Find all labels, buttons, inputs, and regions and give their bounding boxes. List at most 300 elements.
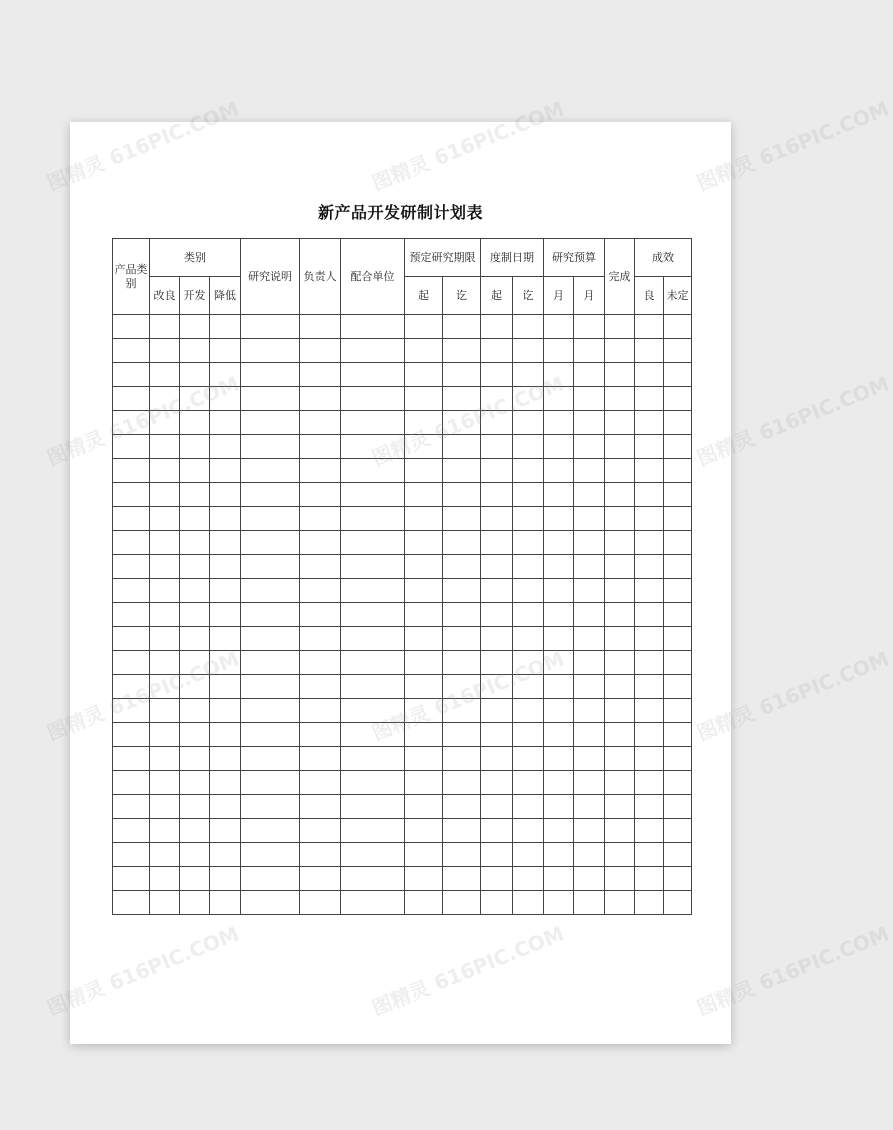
table-cell[interactable] (513, 747, 544, 771)
table-cell[interactable] (635, 483, 664, 507)
table-cell[interactable] (574, 459, 605, 483)
table-cell[interactable] (210, 795, 241, 819)
table-cell[interactable] (405, 363, 443, 387)
table-cell[interactable] (574, 699, 605, 723)
table-cell[interactable] (113, 819, 150, 843)
table-cell[interactable] (241, 387, 300, 411)
table-cell[interactable] (664, 795, 692, 819)
table-cell[interactable] (341, 747, 405, 771)
table-cell[interactable] (635, 675, 664, 699)
table-cell[interactable] (605, 627, 635, 651)
table-cell[interactable] (405, 579, 443, 603)
table-cell[interactable] (300, 699, 341, 723)
table-cell[interactable] (180, 771, 210, 795)
table-cell[interactable] (481, 627, 513, 651)
table-cell[interactable] (210, 699, 241, 723)
table-cell[interactable] (113, 867, 150, 891)
table-cell[interactable] (443, 363, 481, 387)
table-cell[interactable] (180, 363, 210, 387)
table-cell[interactable] (635, 459, 664, 483)
table-cell[interactable] (341, 531, 405, 555)
table-cell[interactable] (241, 459, 300, 483)
table-cell[interactable] (300, 603, 341, 627)
table-cell[interactable] (180, 867, 210, 891)
table-cell[interactable] (300, 531, 341, 555)
table-cell[interactable] (180, 891, 210, 915)
table-cell[interactable] (664, 651, 692, 675)
table-cell[interactable] (241, 843, 300, 867)
table-cell[interactable] (664, 531, 692, 555)
table-cell[interactable] (574, 819, 605, 843)
table-cell[interactable] (544, 603, 574, 627)
table-cell[interactable] (443, 483, 481, 507)
table-cell[interactable] (180, 579, 210, 603)
table-cell[interactable] (664, 603, 692, 627)
table-cell[interactable] (241, 555, 300, 579)
table-cell[interactable] (113, 723, 150, 747)
table-cell[interactable] (574, 387, 605, 411)
table-cell[interactable] (113, 435, 150, 459)
table-cell[interactable] (300, 555, 341, 579)
table-cell[interactable] (210, 579, 241, 603)
table-cell[interactable] (635, 315, 664, 339)
table-cell[interactable] (241, 603, 300, 627)
table-cell[interactable] (210, 603, 241, 627)
table-cell[interactable] (481, 843, 513, 867)
table-cell[interactable] (341, 891, 405, 915)
table-cell[interactable] (150, 603, 180, 627)
table-cell[interactable] (341, 483, 405, 507)
table-cell[interactable] (150, 363, 180, 387)
table-cell[interactable] (405, 699, 443, 723)
table-cell[interactable] (574, 675, 605, 699)
table-cell[interactable] (405, 435, 443, 459)
table-cell[interactable] (481, 411, 513, 435)
table-cell[interactable] (443, 819, 481, 843)
table-cell[interactable] (664, 483, 692, 507)
table-cell[interactable] (150, 627, 180, 651)
table-cell[interactable] (180, 843, 210, 867)
table-cell[interactable] (635, 891, 664, 915)
table-cell[interactable] (481, 459, 513, 483)
table-cell[interactable] (210, 483, 241, 507)
table-cell[interactable] (544, 795, 574, 819)
table-cell[interactable] (150, 867, 180, 891)
table-cell[interactable] (341, 771, 405, 795)
table-cell[interactable] (513, 579, 544, 603)
table-cell[interactable] (443, 771, 481, 795)
table-cell[interactable] (481, 891, 513, 915)
table-cell[interactable] (210, 819, 241, 843)
table-cell[interactable] (544, 363, 574, 387)
table-cell[interactable] (635, 867, 664, 891)
table-cell[interactable] (481, 723, 513, 747)
table-cell[interactable] (544, 891, 574, 915)
table-cell[interactable] (544, 867, 574, 891)
table-cell[interactable] (150, 555, 180, 579)
table-cell[interactable] (180, 315, 210, 339)
table-cell[interactable] (150, 531, 180, 555)
table-cell[interactable] (405, 627, 443, 651)
table-cell[interactable] (210, 627, 241, 651)
table-cell[interactable] (180, 435, 210, 459)
table-cell[interactable] (481, 747, 513, 771)
table-cell[interactable] (544, 459, 574, 483)
table-cell[interactable] (150, 483, 180, 507)
table-cell[interactable] (341, 507, 405, 531)
table-cell[interactable] (664, 747, 692, 771)
table-cell[interactable] (664, 435, 692, 459)
table-cell[interactable] (341, 339, 405, 363)
table-cell[interactable] (513, 867, 544, 891)
table-cell[interactable] (513, 699, 544, 723)
table-cell[interactable] (574, 339, 605, 363)
table-cell[interactable] (635, 699, 664, 723)
table-cell[interactable] (443, 411, 481, 435)
table-cell[interactable] (180, 339, 210, 363)
table-cell[interactable] (405, 507, 443, 531)
table-cell[interactable] (210, 771, 241, 795)
table-cell[interactable] (150, 771, 180, 795)
table-cell[interactable] (113, 651, 150, 675)
table-cell[interactable] (443, 723, 481, 747)
table-cell[interactable] (300, 315, 341, 339)
table-cell[interactable] (443, 627, 481, 651)
table-cell[interactable] (513, 819, 544, 843)
table-cell[interactable] (513, 891, 544, 915)
table-cell[interactable] (113, 699, 150, 723)
table-cell[interactable] (405, 819, 443, 843)
table-cell[interactable] (664, 411, 692, 435)
table-cell[interactable] (574, 555, 605, 579)
table-cell[interactable] (513, 651, 544, 675)
table-cell[interactable] (210, 315, 241, 339)
table-cell[interactable] (481, 795, 513, 819)
table-cell[interactable] (341, 699, 405, 723)
table-cell[interactable] (180, 555, 210, 579)
table-cell[interactable] (300, 483, 341, 507)
table-cell[interactable] (574, 507, 605, 531)
table-cell[interactable] (241, 363, 300, 387)
table-cell[interactable] (544, 531, 574, 555)
table-cell[interactable] (664, 579, 692, 603)
table-cell[interactable] (150, 387, 180, 411)
table-cell[interactable] (405, 315, 443, 339)
table-cell[interactable] (180, 387, 210, 411)
table-cell[interactable] (241, 699, 300, 723)
table-cell[interactable] (574, 771, 605, 795)
table-cell[interactable] (300, 363, 341, 387)
table-cell[interactable] (605, 363, 635, 387)
table-cell[interactable] (210, 555, 241, 579)
table-cell[interactable] (341, 867, 405, 891)
table-cell[interactable] (180, 459, 210, 483)
table-cell[interactable] (300, 507, 341, 531)
table-cell[interactable] (605, 699, 635, 723)
table-cell[interactable] (241, 435, 300, 459)
table-cell[interactable] (513, 483, 544, 507)
table-cell[interactable] (300, 435, 341, 459)
table-cell[interactable] (150, 843, 180, 867)
table-cell[interactable] (150, 795, 180, 819)
table-cell[interactable] (605, 819, 635, 843)
table-cell[interactable] (241, 315, 300, 339)
table-cell[interactable] (150, 819, 180, 843)
table-cell[interactable] (210, 411, 241, 435)
table-cell[interactable] (443, 339, 481, 363)
table-cell[interactable] (574, 795, 605, 819)
table-cell[interactable] (300, 459, 341, 483)
table-cell[interactable] (113, 531, 150, 555)
table-cell[interactable] (513, 531, 544, 555)
table-cell[interactable] (241, 627, 300, 651)
table-cell[interactable] (605, 459, 635, 483)
table-cell[interactable] (443, 459, 481, 483)
table-cell[interactable] (210, 387, 241, 411)
table-cell[interactable] (574, 483, 605, 507)
table-cell[interactable] (605, 507, 635, 531)
table-cell[interactable] (210, 651, 241, 675)
table-cell[interactable] (180, 747, 210, 771)
table-cell[interactable] (405, 411, 443, 435)
table-cell[interactable] (210, 459, 241, 483)
table-cell[interactable] (405, 483, 443, 507)
table-cell[interactable] (481, 699, 513, 723)
table-cell[interactable] (241, 507, 300, 531)
table-cell[interactable] (605, 387, 635, 411)
table-cell[interactable] (241, 747, 300, 771)
table-cell[interactable] (664, 459, 692, 483)
table-cell[interactable] (513, 627, 544, 651)
table-cell[interactable] (180, 795, 210, 819)
table-cell[interactable] (664, 819, 692, 843)
table-cell[interactable] (150, 747, 180, 771)
table-cell[interactable] (664, 387, 692, 411)
table-cell[interactable] (544, 675, 574, 699)
table-cell[interactable] (544, 579, 574, 603)
table-cell[interactable] (544, 387, 574, 411)
table-cell[interactable] (544, 651, 574, 675)
table-cell[interactable] (664, 723, 692, 747)
table-cell[interactable] (544, 483, 574, 507)
table-cell[interactable] (443, 795, 481, 819)
table-cell[interactable] (544, 819, 574, 843)
table-cell[interactable] (664, 675, 692, 699)
table-cell[interactable] (180, 627, 210, 651)
table-cell[interactable] (405, 675, 443, 699)
table-cell[interactable] (443, 747, 481, 771)
table-cell[interactable] (605, 579, 635, 603)
table-cell[interactable] (341, 819, 405, 843)
table-cell[interactable] (574, 723, 605, 747)
table-cell[interactable] (341, 627, 405, 651)
table-cell[interactable] (605, 435, 635, 459)
table-cell[interactable] (150, 675, 180, 699)
table-cell[interactable] (605, 771, 635, 795)
table-cell[interactable] (300, 723, 341, 747)
table-cell[interactable] (664, 891, 692, 915)
table-cell[interactable] (241, 771, 300, 795)
table-cell[interactable] (341, 459, 405, 483)
table-cell[interactable] (341, 435, 405, 459)
table-cell[interactable] (210, 675, 241, 699)
table-cell[interactable] (481, 483, 513, 507)
table-cell[interactable] (405, 387, 443, 411)
table-cell[interactable] (635, 819, 664, 843)
table-cell[interactable] (210, 363, 241, 387)
table-cell[interactable] (210, 507, 241, 531)
table-cell[interactable] (241, 483, 300, 507)
table-cell[interactable] (544, 411, 574, 435)
table-cell[interactable] (341, 651, 405, 675)
table-cell[interactable] (341, 795, 405, 819)
table-cell[interactable] (481, 819, 513, 843)
table-cell[interactable] (513, 507, 544, 531)
table-cell[interactable] (341, 387, 405, 411)
table-cell[interactable] (180, 603, 210, 627)
table-cell[interactable] (544, 555, 574, 579)
table-cell[interactable] (635, 603, 664, 627)
table-cell[interactable] (241, 819, 300, 843)
table-cell[interactable] (544, 315, 574, 339)
table-cell[interactable] (664, 363, 692, 387)
table-cell[interactable] (405, 339, 443, 363)
table-cell[interactable] (574, 747, 605, 771)
table-cell[interactable] (544, 699, 574, 723)
table-cell[interactable] (574, 315, 605, 339)
table-cell[interactable] (180, 507, 210, 531)
table-cell[interactable] (443, 579, 481, 603)
table-cell[interactable] (150, 507, 180, 531)
table-cell[interactable] (113, 387, 150, 411)
table-cell[interactable] (341, 723, 405, 747)
table-cell[interactable] (635, 555, 664, 579)
table-cell[interactable] (481, 651, 513, 675)
table-cell[interactable] (180, 531, 210, 555)
table-cell[interactable] (113, 675, 150, 699)
table-cell[interactable] (664, 627, 692, 651)
table-cell[interactable] (664, 555, 692, 579)
table-cell[interactable] (481, 315, 513, 339)
table-cell[interactable] (241, 795, 300, 819)
table-cell[interactable] (443, 603, 481, 627)
table-cell[interactable] (405, 795, 443, 819)
table-cell[interactable] (405, 651, 443, 675)
table-cell[interactable] (664, 339, 692, 363)
table-cell[interactable] (443, 651, 481, 675)
table-cell[interactable] (341, 675, 405, 699)
table-cell[interactable] (635, 627, 664, 651)
table-cell[interactable] (300, 387, 341, 411)
table-cell[interactable] (635, 339, 664, 363)
table-cell[interactable] (113, 483, 150, 507)
table-cell[interactable] (150, 891, 180, 915)
table-cell[interactable] (241, 531, 300, 555)
table-cell[interactable] (635, 531, 664, 555)
table-cell[interactable] (210, 531, 241, 555)
table-cell[interactable] (113, 627, 150, 651)
table-cell[interactable] (210, 867, 241, 891)
table-cell[interactable] (513, 459, 544, 483)
table-cell[interactable] (443, 699, 481, 723)
table-cell[interactable] (405, 531, 443, 555)
table-cell[interactable] (150, 435, 180, 459)
table-cell[interactable] (605, 843, 635, 867)
table-cell[interactable] (513, 363, 544, 387)
table-cell[interactable] (405, 747, 443, 771)
table-cell[interactable] (341, 411, 405, 435)
table-cell[interactable] (443, 435, 481, 459)
table-cell[interactable] (405, 723, 443, 747)
table-cell[interactable] (605, 651, 635, 675)
table-cell[interactable] (574, 579, 605, 603)
table-cell[interactable] (300, 771, 341, 795)
table-cell[interactable] (113, 555, 150, 579)
table-cell[interactable] (635, 579, 664, 603)
table-cell[interactable] (605, 867, 635, 891)
table-cell[interactable] (341, 555, 405, 579)
table-cell[interactable] (180, 723, 210, 747)
table-cell[interactable] (481, 579, 513, 603)
table-cell[interactable] (113, 363, 150, 387)
table-cell[interactable] (481, 771, 513, 795)
table-cell[interactable] (574, 867, 605, 891)
table-cell[interactable] (241, 867, 300, 891)
table-cell[interactable] (544, 435, 574, 459)
table-cell[interactable] (513, 315, 544, 339)
table-cell[interactable] (513, 843, 544, 867)
table-cell[interactable] (113, 891, 150, 915)
table-cell[interactable] (544, 627, 574, 651)
table-cell[interactable] (300, 339, 341, 363)
table-cell[interactable] (513, 387, 544, 411)
table-cell[interactable] (180, 675, 210, 699)
table-cell[interactable] (513, 771, 544, 795)
table-cell[interactable] (300, 675, 341, 699)
table-cell[interactable] (150, 411, 180, 435)
table-cell[interactable] (481, 363, 513, 387)
table-cell[interactable] (544, 747, 574, 771)
table-cell[interactable] (664, 843, 692, 867)
table-cell[interactable] (210, 339, 241, 363)
table-cell[interactable] (443, 555, 481, 579)
table-cell[interactable] (544, 723, 574, 747)
table-cell[interactable] (635, 747, 664, 771)
table-cell[interactable] (241, 723, 300, 747)
table-cell[interactable] (113, 459, 150, 483)
table-cell[interactable] (443, 843, 481, 867)
table-cell[interactable] (150, 651, 180, 675)
table-cell[interactable] (300, 651, 341, 675)
table-cell[interactable] (405, 843, 443, 867)
table-cell[interactable] (210, 843, 241, 867)
table-cell[interactable] (513, 723, 544, 747)
table-cell[interactable] (635, 651, 664, 675)
table-cell[interactable] (113, 579, 150, 603)
table-cell[interactable] (405, 603, 443, 627)
table-cell[interactable] (300, 795, 341, 819)
table-cell[interactable] (443, 387, 481, 411)
table-cell[interactable] (341, 579, 405, 603)
table-cell[interactable] (513, 675, 544, 699)
table-cell[interactable] (481, 555, 513, 579)
table-cell[interactable] (210, 747, 241, 771)
table-cell[interactable] (664, 867, 692, 891)
table-cell[interactable] (113, 339, 150, 363)
table-cell[interactable] (113, 771, 150, 795)
table-cell[interactable] (241, 339, 300, 363)
table-cell[interactable] (443, 531, 481, 555)
